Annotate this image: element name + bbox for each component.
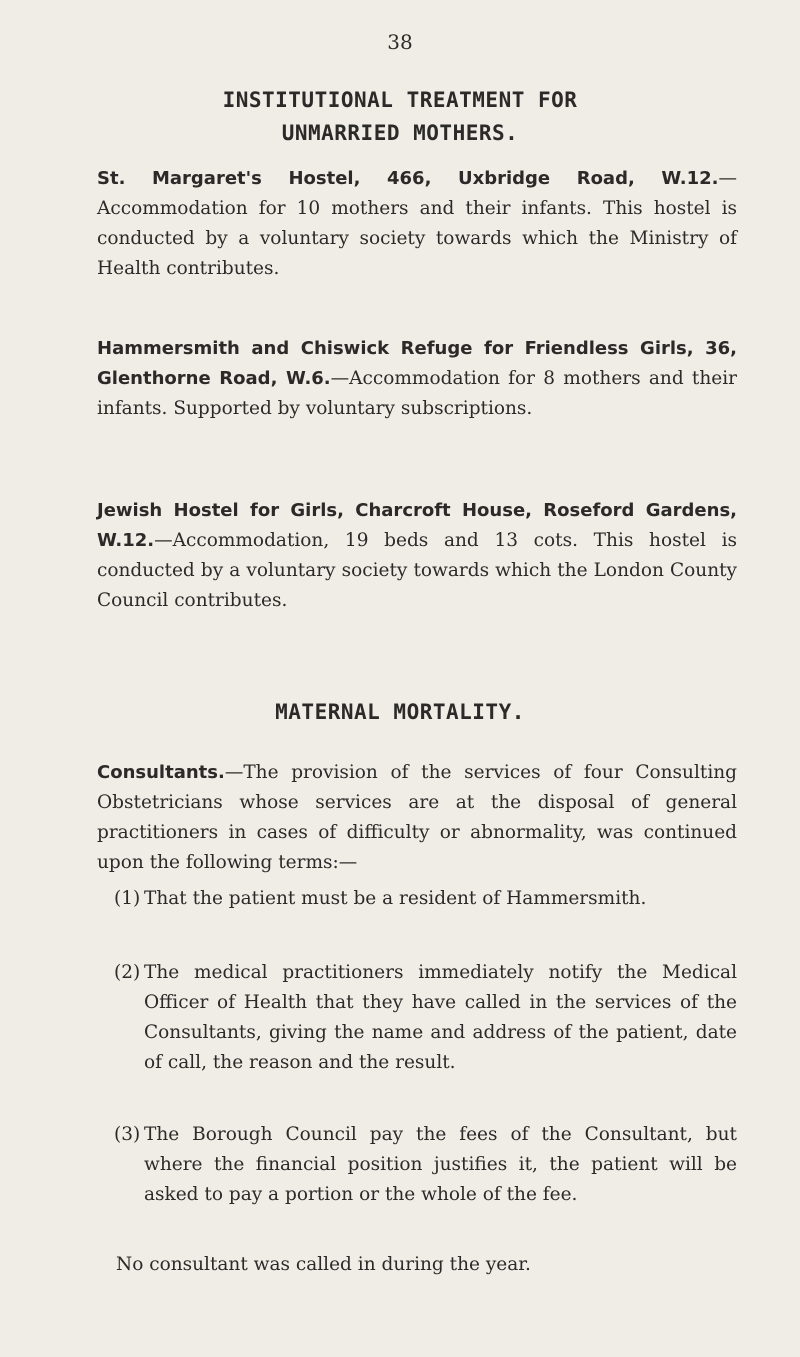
entry-hammersmith-chiswick-refuge [97, 334, 737, 424]
entry-jewish-hostel-for-girls [97, 496, 737, 616]
entry-name: Jewish Hostel for Girls, Charcroft House, Roseford Gardens, W.12. [97, 500, 737, 551]
term-item [97, 1120, 737, 1210]
heading-line-1: INSTITUTIONAL TREATMENT FOR [222, 88, 578, 112]
entry-text: —Accommodation for 8 mothers and their infants. Supported by voluntary subscriptions. [97, 368, 737, 419]
closing-statement: No consultant was called in during the year. [116, 1254, 531, 1275]
section-heading-institutional-treatment [0, 84, 800, 150]
entry-name: St. Margaret's Hostel, 466, Uxbridge Road, W.12. [97, 168, 719, 189]
term-item [97, 884, 737, 914]
section-heading-maternal-mortality: MATERNAL MORTALITY. [275, 700, 525, 724]
term-text: That the patient must be a resident of Hammersmith. [144, 888, 647, 909]
entry-text: —Accommodation for 10 mothers and their infants. This hostel is conducted by a voluntary society towards which the Ministry of Health contributes. [97, 168, 737, 279]
heading-line-2: UNMARRIED MOTHERS. [281, 121, 519, 145]
consultants-lead: Consultants. [97, 762, 225, 783]
consultants-text: —The provision of the services of four Consulting Obstetricians whose services are at the disposal of general practitioners in cases of difficulty or abnormality, was continued upon the following terms:— [97, 762, 737, 873]
term-text: The Borough Council pay the fees of the Consultant, but where the financial position justifies it, the patient will be asked to pay a portion or the whole of the fee. [144, 1124, 737, 1205]
term-number: (1) [114, 888, 141, 909]
term-number: (2) [114, 962, 141, 983]
entry-text: —Accommodation, 19 beds and 13 cots. This hostel is conducted by a voluntary society towards which the London County Council contributes. [97, 530, 737, 611]
term-text: The medical practitioners immediately notify the Medical Officer of Health that they have called in the services of the Consultants, giving the name and address of the patient, date of call, the reason and the result. [144, 962, 737, 1073]
page-number: 38 [387, 30, 413, 54]
consultants-paragraph [97, 758, 737, 878]
term-number: (3) [114, 1124, 141, 1145]
entry-name: Hammersmith and Chiswick Refuge for Friendless Girls, 36, Glenthorne Road, W.6. [97, 338, 737, 389]
entry-st-margarets-hostel [97, 164, 737, 284]
term-item [97, 958, 737, 1078]
